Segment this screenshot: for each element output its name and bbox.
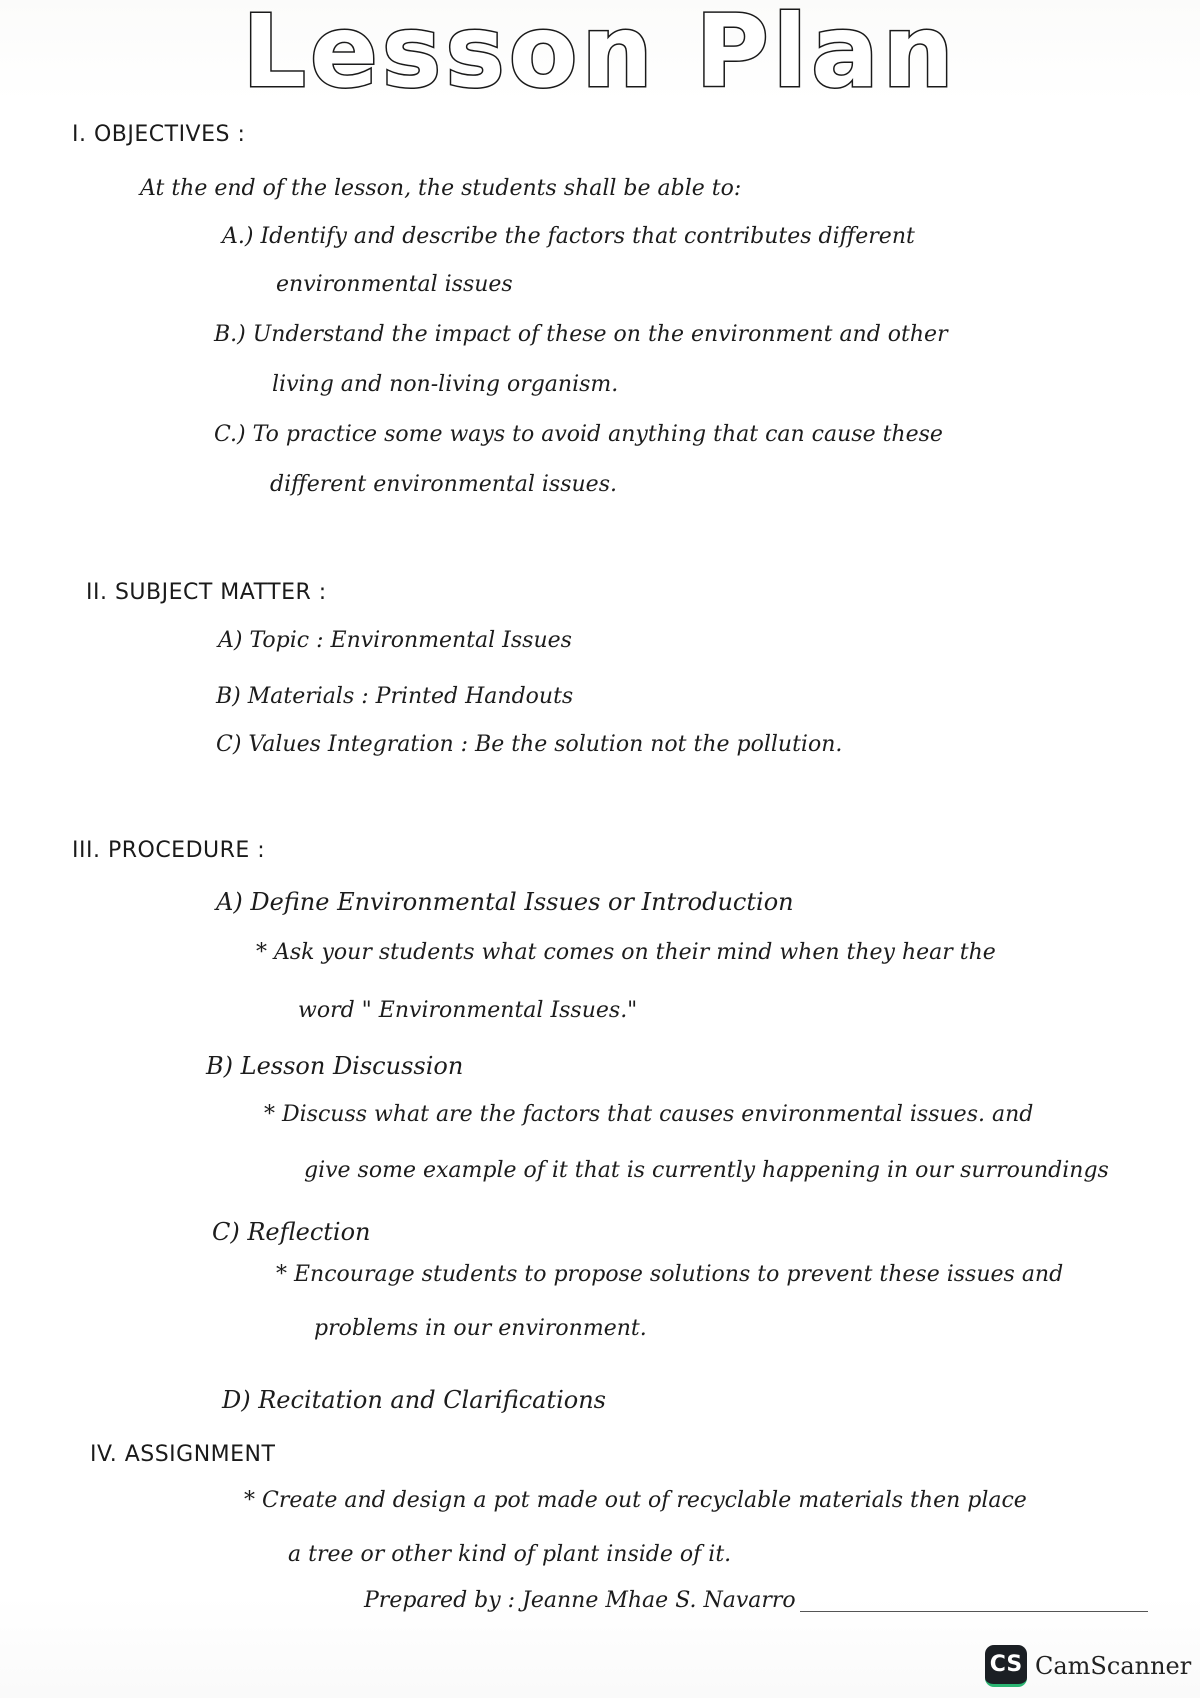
objectives-heading: I. OBJECTIVES : bbox=[72, 122, 246, 147]
objective-a-line1: A.) Identify and describe the factors that contributes different bbox=[222, 224, 915, 249]
subject-topic: A) Topic : Environmental Issues bbox=[218, 628, 572, 653]
objectives-intro: At the end of the lesson, the students shall be able to: bbox=[140, 176, 742, 201]
signature-line bbox=[800, 1611, 1148, 1612]
objective-c-line2: different environmental issues. bbox=[270, 472, 617, 497]
procedure-d-title: D) Recitation and Clarifications bbox=[222, 1386, 606, 1414]
procedure-b-title: B) Lesson Discussion bbox=[206, 1052, 464, 1080]
procedure-a-line1: * Ask your students what comes on their mind when they hear the bbox=[256, 940, 996, 965]
subject-values: C) Values Integration : Be the solution not the pollution. bbox=[216, 732, 843, 757]
procedure-b-line1: * Discuss what are the factors that causes environmental issues. and bbox=[264, 1102, 1034, 1127]
camscanner-brand: CamScanner bbox=[1035, 1652, 1192, 1680]
camscanner-icon: CS bbox=[985, 1645, 1027, 1687]
procedure-a-line2: word " Environmental Issues." bbox=[298, 998, 638, 1023]
procedure-a-title: A) Define Environmental Issues or Introduction bbox=[216, 888, 794, 916]
prepared-by: Prepared by : Jeanne Mhae S. Navarro bbox=[364, 1588, 796, 1613]
objective-b-line2: living and non-living organism. bbox=[272, 372, 619, 397]
procedure-b-line2: give some example of it that is currently happening in our surroundings bbox=[304, 1158, 1109, 1183]
assignment-line1: * Create and design a pot made out of recyclable materials then place bbox=[244, 1488, 1027, 1513]
camscanner-watermark bbox=[985, 1648, 1191, 1684]
assignment-line2: a tree or other kind of plant inside of it. bbox=[288, 1542, 732, 1567]
subject-matter-heading: II. SUBJECT MATTER : bbox=[86, 580, 327, 605]
page-title: Lesson Plan bbox=[242, 0, 958, 110]
procedure-c-title: C) Reflection bbox=[212, 1218, 371, 1246]
procedure-c-line1: * Encourage students to propose solutions to prevent these issues and bbox=[276, 1262, 1064, 1287]
objective-a-line2: environmental issues bbox=[276, 272, 513, 297]
assignment-heading: IV. ASSIGNMENT bbox=[90, 1442, 276, 1467]
objective-b-line1: B.) Understand the impact of these on the environment and other bbox=[214, 322, 948, 347]
procedure-heading: III. PROCEDURE : bbox=[72, 838, 266, 863]
subject-materials: B) Materials : Printed Handouts bbox=[216, 684, 574, 709]
procedure-c-line2: problems in our environment. bbox=[314, 1316, 647, 1341]
objective-c-line1: C.) To practice some ways to avoid anything that can cause these bbox=[214, 422, 943, 447]
